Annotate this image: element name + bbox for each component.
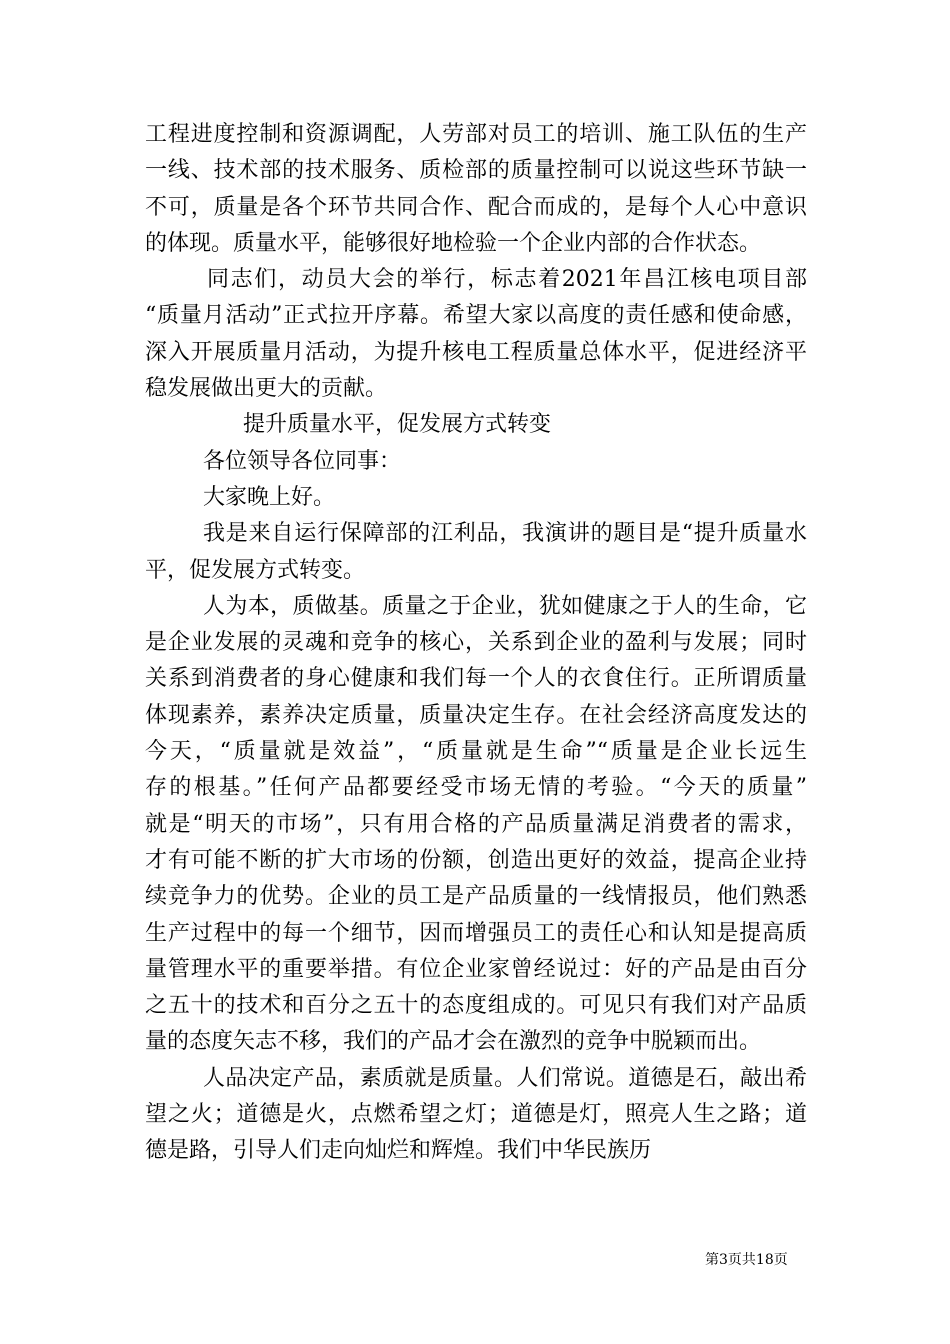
text-line: 望之火；道德是火，点燃希望之灯；道德是灯，照亮人生之路；道: [145, 1102, 807, 1128]
text-line: 德是路，引导人们走向灿烂和辉煌。我们中华民族历: [145, 1138, 652, 1164]
text-line: 深入开展质量月活动，为提升核电工程质量总体水平，促进经济平: [145, 339, 807, 365]
text-line: 关系到消费者的身心健康和我们每一个人的衣食住行。正所谓质量: [145, 666, 807, 692]
text-line: 同志们，动员大会的举行，标志着2021年昌江核电项目部: [207, 267, 807, 293]
text-line: 生产过程中的每一个细节，因而增强员工的责任心和认知是提高质: [145, 920, 807, 946]
text-line: 是企业发展的灵魂和竞争的核心，关系到企业的盈利与发展；同时: [145, 630, 807, 656]
text-line: 人品决定产品，素质就是质量。人们常说。道德是石，敲出希: [203, 1065, 807, 1091]
greeting: 大家晚上好。: [203, 484, 336, 510]
text-line: 体现素养，素养决定质量，质量决定生存。在社会经济高度发达的: [145, 702, 807, 728]
speech-title: 提升质量水平，促发展方式转变: [243, 412, 552, 438]
text-line: 存的根基。”任何产品都要经受市场无情的考验。“今天的质量”: [145, 775, 807, 801]
text-line: 的体现。质量水平，能够很好地检验一个企业内部的合作状态。: [145, 230, 762, 256]
text-line: 量管理水平的重要举措。有位企业家曾经说过：好的产品是由百分: [145, 956, 807, 982]
text-line: 工程进度控制和资源调配，人劳部对员工的培训、施工队伍的生产: [145, 122, 807, 147]
text-line: 量的态度矢志不移，我们的产品才会在激烈的竞争中脱颖而出。: [145, 1029, 762, 1055]
text-line: 不可，质量是各个环节共同合作、配合而成的，是每个人心中意识: [145, 194, 807, 220]
text-line: 今天，“质量就是效益”，“质量就是生命”“质量是企业长远生: [145, 739, 807, 765]
text-line: 就是“明天的市场”，只有用合格的产品质量满足消费者的需求，: [145, 811, 807, 837]
salutation: 各位领导各位同事：: [203, 448, 402, 474]
text-line: 续竞争力的优势。企业的员工是产品质量的一线情报员，他们熟悉: [145, 884, 807, 910]
text-line: 才有可能不断的扩大市场的份额，创造出更好的效益，提高企业持: [145, 847, 807, 873]
text-line: 之五十的技术和百分之五十的态度组成的。可见只有我们对产品质: [145, 993, 807, 1019]
text-line: “质量月活动”正式拉开序幕。希望大家以高度的责任感和使命感，: [145, 303, 807, 329]
text-line: 人为本，质做基。质量之于企业，犹如健康之于人的生命，它: [203, 593, 807, 619]
text-line: 我是来自运行保障部的江利品，我演讲的题目是“提升质量水: [203, 521, 807, 547]
text-line: 稳发展做出更大的贡献。: [145, 376, 388, 402]
text-line: 一线、技术部的技术服务、质检部的质量控制可以说这些环节缺一: [145, 158, 807, 184]
page-number: 第3页共18页: [705, 1252, 788, 1268]
document-body: [145, 117, 807, 1170]
text-line: 平，促发展方式转变。: [145, 557, 366, 583]
